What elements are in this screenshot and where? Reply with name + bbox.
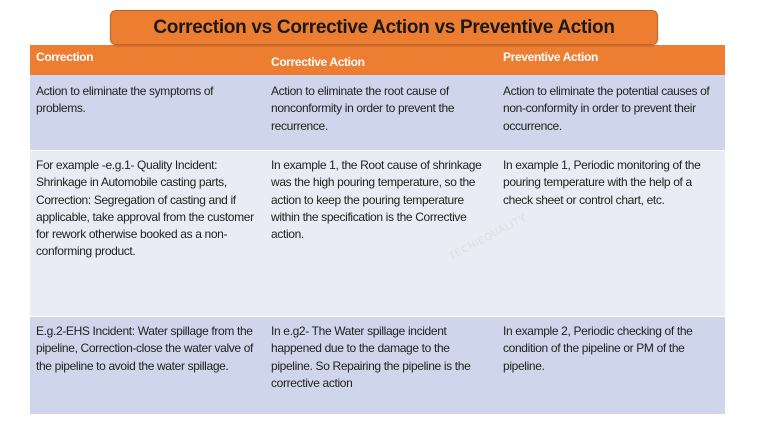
cell: E.g.2-EHS Incident: Water spillage from the pipeline, Correction-close the water valve of the pipeline to avoid the water spillage. xyxy=(36,324,254,373)
watermark: TECHIEQUALITY xyxy=(447,212,529,263)
cell: Action to eliminate the symptoms of problems. xyxy=(36,84,214,116)
header-corrective-action: Corrective Action xyxy=(271,55,365,69)
table-row xyxy=(30,75,725,150)
cell: In example 1, Periodic monitoring of the pouring temperature with the help of a check sheet or control chart, etc. xyxy=(503,158,701,207)
comparison-table xyxy=(30,45,725,414)
cell: For example -e.g.1- Quality Incident: Shrinkage in Automobile casting parts, Correction: Segregation of casting and if applicable, take approval from the customer for rework otherwise booked as a non-conforming product. xyxy=(36,158,254,259)
page-title: Correction vs Corrective Action vs Preventive Action xyxy=(110,10,658,45)
cell: In example 2, Periodic checking of the condition of the pipeline or PM of the pipeline. xyxy=(503,324,693,373)
cell: In e.g2- The Water spillage incident happened due to the damage to the pipeline. So Repairing the pipeline is the corrective action xyxy=(271,324,471,390)
header-preventive-action: Preventive Action xyxy=(503,50,598,64)
table-header xyxy=(30,45,725,75)
table-row xyxy=(30,150,725,316)
header-correction: Correction xyxy=(36,50,94,64)
cell: Action to eliminate the potential causes of non-conformity in order to prevent their occurrence. xyxy=(503,84,710,133)
cell: In example 1, the Root cause of shrinkage was the high pouring temperature, so the action to keep the pouring temperature within the specification is the Corrective action. xyxy=(271,158,482,242)
table-row xyxy=(30,316,725,414)
cell: Action to eliminate the root cause of nonconformity in order to prevent the recurrence. xyxy=(271,84,455,133)
